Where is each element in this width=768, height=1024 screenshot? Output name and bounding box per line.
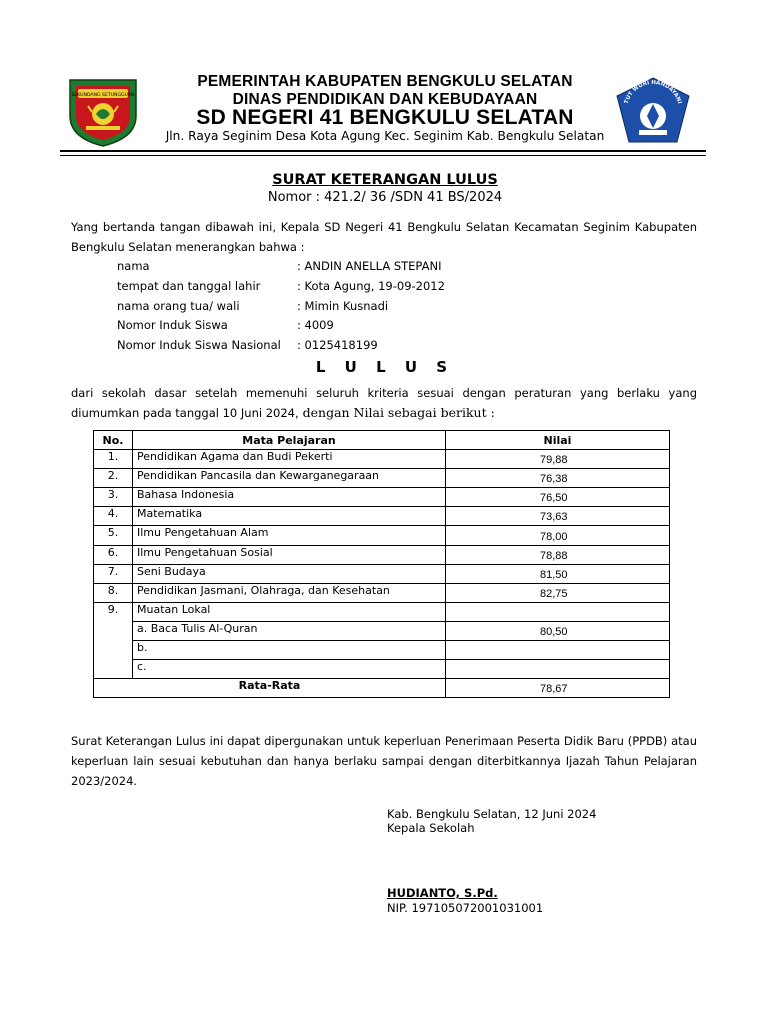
row-score: 78,88 xyxy=(446,545,670,564)
svg-text:SEKUNDANG SETUNGGUAN: SEKUNDANG SETUNGGUAN xyxy=(71,93,135,98)
table-row xyxy=(94,469,670,488)
svg-text:TUT WURI HANDAYANI: TUT WURI HANDAYANI xyxy=(623,79,683,105)
table-row xyxy=(94,641,670,660)
row-score: 81,50 xyxy=(446,564,670,583)
row-subject: Pendidikan Pancasila dan Kewarganegaraan xyxy=(133,469,446,488)
row-score: 80,50 xyxy=(446,621,670,640)
table-row xyxy=(94,660,670,679)
row-subject: Muatan Lokal xyxy=(133,602,446,621)
row-no: 8. xyxy=(94,583,133,602)
row-subject: a. Baca Tulis Al-Quran xyxy=(133,621,446,640)
row-score: 73,63 xyxy=(446,507,670,526)
letterhead-thick-rule xyxy=(60,150,706,152)
student-field-label: nama orang tua/ wali xyxy=(117,299,240,313)
row-no: 9. xyxy=(94,602,133,621)
average-label: Rata-Rata xyxy=(94,679,446,698)
table-row xyxy=(94,450,670,469)
average-score: 78,67 xyxy=(446,679,670,698)
row-score: 76,38 xyxy=(446,469,670,488)
row-no: 4. xyxy=(94,507,133,526)
row-subject: Ilmu Pengetahuan Sosial xyxy=(133,545,446,564)
row-no: 7. xyxy=(94,564,133,583)
row-score xyxy=(446,660,670,679)
closing-paragraph: Surat Keterangan Lulus ini dapat dipergunakan untuk keperluan Penerimaan Peserta Didik Baru (PPDB) atau keperluan lain sesuai kebutuhan dan hanya berlaku sampai dengan diterbitkannya Ijazah Tahun Pelajaran 2023/2024. xyxy=(71,734,697,788)
row-score: 76,50 xyxy=(446,488,670,507)
document-number: Nomor : 421.2/ 36 /SDN 41 BS/2024 xyxy=(267,190,503,205)
government-heading: PEMERINTAH KABUPATEN BENGKULU SELATAN xyxy=(197,73,573,90)
table-row xyxy=(94,583,670,602)
grades-table xyxy=(93,430,670,698)
row-subject: Bahasa Indonesia xyxy=(133,488,446,507)
table-row xyxy=(94,545,670,564)
student-field-label: Nomor Induk Siswa Nasional xyxy=(117,338,281,352)
row-no: 5. xyxy=(94,526,133,545)
letterhead-thin-rule xyxy=(60,155,706,156)
school-name: SD NEGERI 41 BENGKULU SELATAN xyxy=(196,106,574,129)
row-no: 3. xyxy=(94,488,133,507)
signatory-nip: NIP. 197105072001031001 xyxy=(387,901,544,915)
table-row xyxy=(94,507,670,526)
row-subject: Seni Budaya xyxy=(133,564,446,583)
student-field-label: tempat dan tanggal lahir xyxy=(117,279,261,293)
result-text: dari sekolah dasar setelah memenuhi seluruh kriteria sesuai dengan peraturan yang berlaku yang diumumkan pada tanggal 10 Juni 2024, xyxy=(71,386,697,420)
row-no: 6. xyxy=(94,545,133,564)
signatory-name: HUDIANTO, S.Pd. xyxy=(387,886,498,900)
row-score xyxy=(446,602,670,621)
table-header-row xyxy=(94,431,670,450)
row-subject: Ilmu Pengetahuan Alam xyxy=(133,526,446,545)
table-row xyxy=(94,621,670,640)
student-field-label: Nomor Induk Siswa xyxy=(117,318,228,332)
result-paragraph xyxy=(71,383,697,423)
row-subject: Pendidikan Agama dan Budi Pekerti xyxy=(133,450,446,469)
row-no xyxy=(94,660,133,679)
student-field-label: nama xyxy=(117,259,150,273)
intro-paragraph: Yang bertanda tangan dibawah ini, Kepala SD Negeri 41 Bengkulu Selatan Kecamatan Seginim Kabupaten Bengkulu Selatan menerangkan bahwa : xyxy=(71,220,697,254)
row-subject: b. xyxy=(133,641,446,660)
student-field-value: : ANDIN ANELLA STEPANI xyxy=(297,259,442,273)
row-no xyxy=(94,621,133,640)
table-row xyxy=(94,602,670,621)
department-heading: DINAS PENDIDIKAN DAN KEBUDAYAAN xyxy=(232,91,538,108)
result-text-tail: dengan Nilai sebagai berikut : xyxy=(298,405,495,420)
average-row xyxy=(94,679,670,698)
regency-emblem-logo xyxy=(66,76,140,148)
document-title: SURAT KETERANGAN LULUS xyxy=(272,172,498,188)
row-score: 79,88 xyxy=(446,450,670,469)
table-row xyxy=(94,488,670,507)
header-score: Nilai xyxy=(446,431,670,450)
signature-role: Kepala Sekolah xyxy=(387,821,475,835)
table-row xyxy=(94,564,670,583)
tut-wuri-handayani-logo xyxy=(613,76,693,144)
row-no: 1. xyxy=(94,450,133,469)
row-subject: Pendidikan Jasmani, Olahraga, dan Kesehatan xyxy=(133,583,446,602)
student-field-value: : Mimin Kusnadi xyxy=(297,299,389,313)
row-score xyxy=(446,641,670,660)
row-no: 2. xyxy=(94,469,133,488)
table-row xyxy=(94,526,670,545)
student-field-value: : 0125418199 xyxy=(297,338,378,352)
graduation-status: L U L U S xyxy=(315,358,455,376)
row-score: 78,00 xyxy=(446,526,670,545)
row-subject: c. xyxy=(133,660,446,679)
header-no: No. xyxy=(94,431,133,450)
school-address: Jln. Raya Seginim Desa Kota Agung Kec. Seginim Kab. Bengkulu Selatan xyxy=(165,129,605,143)
row-score: 82,75 xyxy=(446,583,670,602)
student-field-value: : Kota Agung, 19-09-2012 xyxy=(297,279,445,293)
row-no xyxy=(94,641,133,660)
header-subject: Mata Pelajaran xyxy=(133,431,446,450)
row-subject: Matematika xyxy=(133,507,446,526)
student-field-value: : 4009 xyxy=(297,318,334,332)
signature-place-date: Kab. Bengkulu Selatan, 12 Juni 2024 xyxy=(387,807,597,821)
